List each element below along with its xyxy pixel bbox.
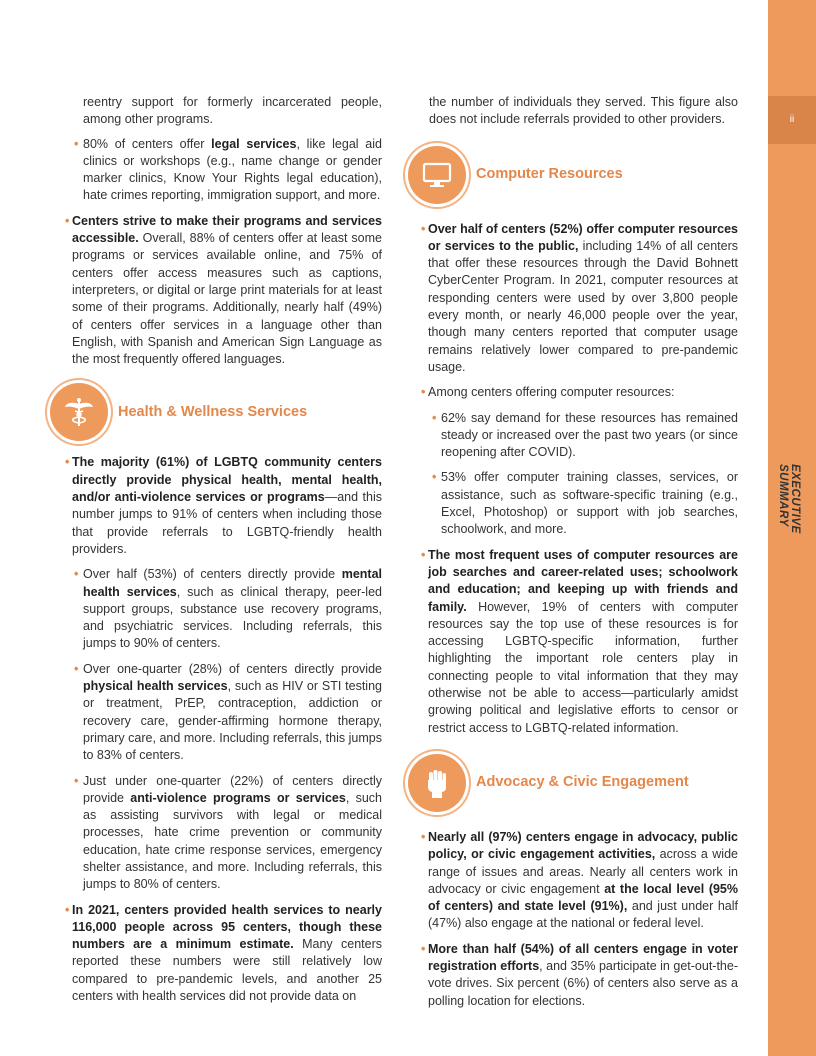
continued-paragraph-right: the number of individuals they served. This figure also does not include referrals provided to other providers.	[429, 95, 738, 127]
computer-section-title: Computer Resources	[476, 165, 623, 182]
majority-bullet: • The majority (61%) of LGBTQ community centers directly provide physical health, mental health, and/or anti-violence services or programs—and this number jumps to 91% of centers when including those that provide referrals to LGBTQ-friendly health providers.	[66, 454, 382, 558]
nearly-all-bullet: • Nearly all (97%) centers engage in advocacy, public policy, or civic engagement activities, across a wide range of issues and areas. Nearly all centers work in advocacy or civic engagement at the local level (95% of centers) and state level (91%), and just under half (47%) also engage at the national or federal level.	[422, 829, 738, 933]
left-column	[66, 94, 382, 1005]
mental-health-bullet: • Over half (53%) of centers directly provide mental health services, such as clinical therapy, peer-led support groups, substance use recovery programs, and psychiatric services. Including referrals, this jumps to 90% of centers.	[83, 566, 382, 652]
accessibility-bullet: • Centers strive to make their programs and services accessible. Overall, 88% of centers offer at least some programs or services available online, and 75% of centers offer access measures such as captions, interpreters, or digital or large print materials for at least some of their programs. Additionally, nearly half (49%) of centers offer services in a language other than English, with Spanish and American Sign Language as the most frequently offered languages.	[66, 213, 382, 369]
health-2021-bullet: • In 2021, centers provided health services to nearly 116,000 people across 95 centers, though these numbers are a minimum estimate. Many centers reported these numbers were still relatively low compared to pre-pandemic levels, and another 25 centers with health services did not provide data on	[66, 902, 382, 1006]
frequent-uses-bullet: • The most frequent uses of computer resources are job searches and career-related uses; schoolwork and education; and keeping up with friends and family. However, 19% of centers with computer resources say the top use of these resources is for accessing LGBTQ-specific information, further highlighting the important role centers play in connecting people to vital information that they may otherwise not be able to access—particularly amidst growing political and legislative efforts to censor or restrict access to LGBTQ-related information.	[422, 547, 738, 737]
computer-half-bullet: • Over half of centers (52%) offer computer resources or services to the public, including 14% of all centers that offer these resources through the David Bohnett CyberCenter Program. In 2021, computer resources at responding centers were used by over 3,800 people every month, or nearly 46,000 people over the year, though many centers reported that computer usage remains relatively lower compared to pre-pandemic usage.	[422, 221, 738, 377]
voter-registration-bullet: • More than half (54%) of all centers engage in voter registration efforts, and 35% participate in get-out-the-vote drives. Six percent (6%) of centers also serve as a polling location for elections.	[422, 941, 738, 1010]
legal-services-bullet: • 80% of centers offer legal services, like legal aid clinics or workshops (e.g., name change or gender marker clinics, Know Your Rights legal education), hate crimes reporting, immigration support, and more.	[83, 136, 382, 205]
advocacy-section-header	[408, 751, 738, 815]
right-column	[416, 94, 738, 1010]
health-section-title: Health & Wellness Services	[118, 403, 308, 420]
among-centers-bullet: • Among centers offering computer resources:	[422, 384, 738, 401]
page-number: ii	[768, 96, 816, 144]
demand-bullet: • 62% say demand for these resources has remained steady or increased over the past two years (or since reopening after COVID).	[441, 410, 738, 462]
training-bullet: • 53% offer computer training classes, services, or assistance, such as software-specific training (e.g., Excel, Photoshop) or support with job searches, schoolwork, and more.	[441, 469, 738, 538]
anti-violence-bullet: • Just under one-quarter (22%) of centers directly provide anti-violence programs or services, such as assisting survivors with legal or medical processes, hate crime prevention or community education, hate crime response services, emergency shelter assistance, and more. Including referrals, this jumps to 80% of centers.	[83, 773, 382, 894]
section-label: EXECUTIVE SUMMARY	[777, 464, 801, 534]
continued-paragraph: reentry support for formerly incarcerated people, among other programs.	[83, 95, 382, 127]
raised-fist-icon	[408, 754, 466, 812]
health-section-header	[50, 380, 382, 444]
physical-health-bullet: • Over one-quarter (28%) of centers directly provide physical health services, such as HIV or STI testing or treatment, PrEP, contraception, addiction or recovery care, gender-affirming hormone therapy, primary care, and more. Including referrals, this jumps to 83% of centers.	[83, 661, 382, 765]
monitor-icon	[408, 146, 466, 204]
caduceus-icon	[50, 383, 108, 441]
computer-section-header	[408, 143, 738, 207]
advocacy-section-title: Advocacy & Civic Engagement	[476, 774, 689, 791]
